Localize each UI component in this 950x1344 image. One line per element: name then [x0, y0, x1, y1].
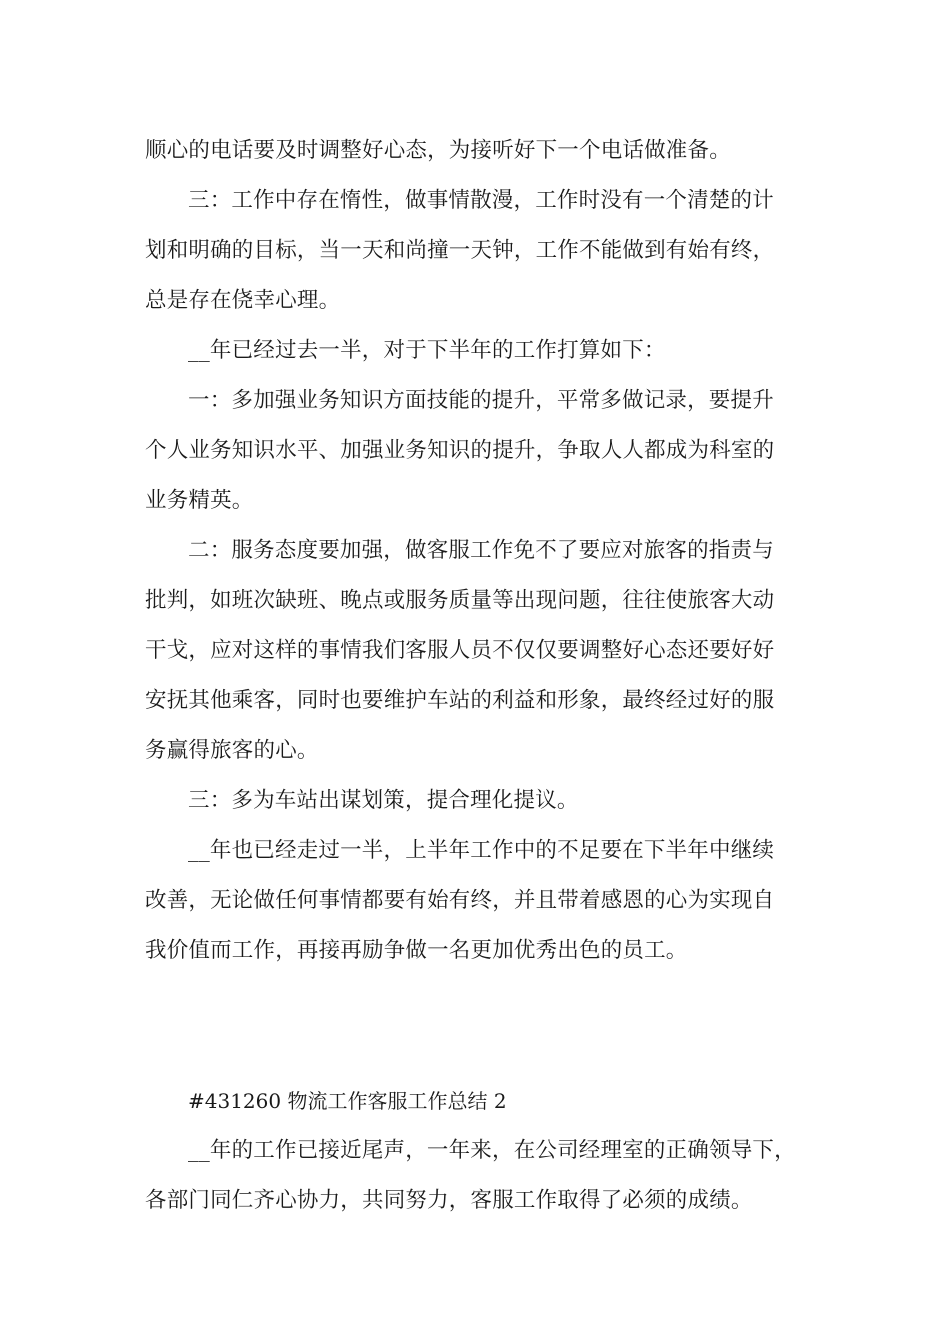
paragraph-line: __年也已经走过一半，上半年工作中的不足要在下半年中继续: [188, 838, 775, 863]
paragraph-line: __年已经过去一半，对于下半年的工作打算如下：: [188, 338, 666, 363]
paragraph-line: 务赢得旅客的心。: [145, 738, 319, 763]
paragraph-line: 我价值而工作，再接再励争做一名更加优秀出色的员工。: [145, 938, 688, 963]
paragraph-line: 个人业务知识水平、加强业务知识的提升，争取人人都成为科室的: [145, 438, 775, 463]
paragraph-line: 干戈，应对这样的事情我们客服人员不仅仅要调整好心态还要好好: [145, 638, 775, 663]
paragraph-line: 各部门同仁齐心协力，共同努力，客服工作取得了必须的成绩。: [145, 1188, 753, 1213]
paragraph-line: 三：多为车站出谋划策，提合理化提议。: [188, 788, 579, 813]
paragraph-line: 二：服务态度要加强，做客服工作免不了要应对旅客的指责与: [188, 538, 774, 563]
paragraph-line: 安抚其他乘客，同时也要维护车站的利益和形象，最终经过好的服: [145, 688, 775, 713]
section-heading: #431260 物流工作客服工作总结 2: [188, 1089, 507, 1113]
paragraph-line: 三：工作中存在惰性，做事情散漫，工作时没有一个清楚的计: [188, 188, 774, 213]
paragraph-line: 业务精英。: [145, 488, 254, 513]
paragraph-line: 一：多加强业务知识方面技能的提升，平常多做记录，要提升: [188, 388, 774, 413]
paragraph-line: __年的工作已接近尾声，一年来，在公司经理室的正确领导下，: [188, 1138, 796, 1163]
paragraph-line: 划和明确的目标，当一天和尚撞一天钟，工作不能做到有始有终，: [145, 238, 775, 263]
paragraph-line: 改善，无论做任何事情都要有始有终，并且带着感恩的心为实现自: [145, 888, 775, 913]
paragraph-line: 顺心的电话要及时调整好心态，为接听好下一个电话做准备。: [145, 138, 731, 163]
paragraph-line: 总是存在侥幸心理。: [145, 288, 341, 313]
paragraph-line: 批判，如班次缺班、晚点或服务质量等出现问题，往往使旅客大动: [145, 588, 775, 613]
